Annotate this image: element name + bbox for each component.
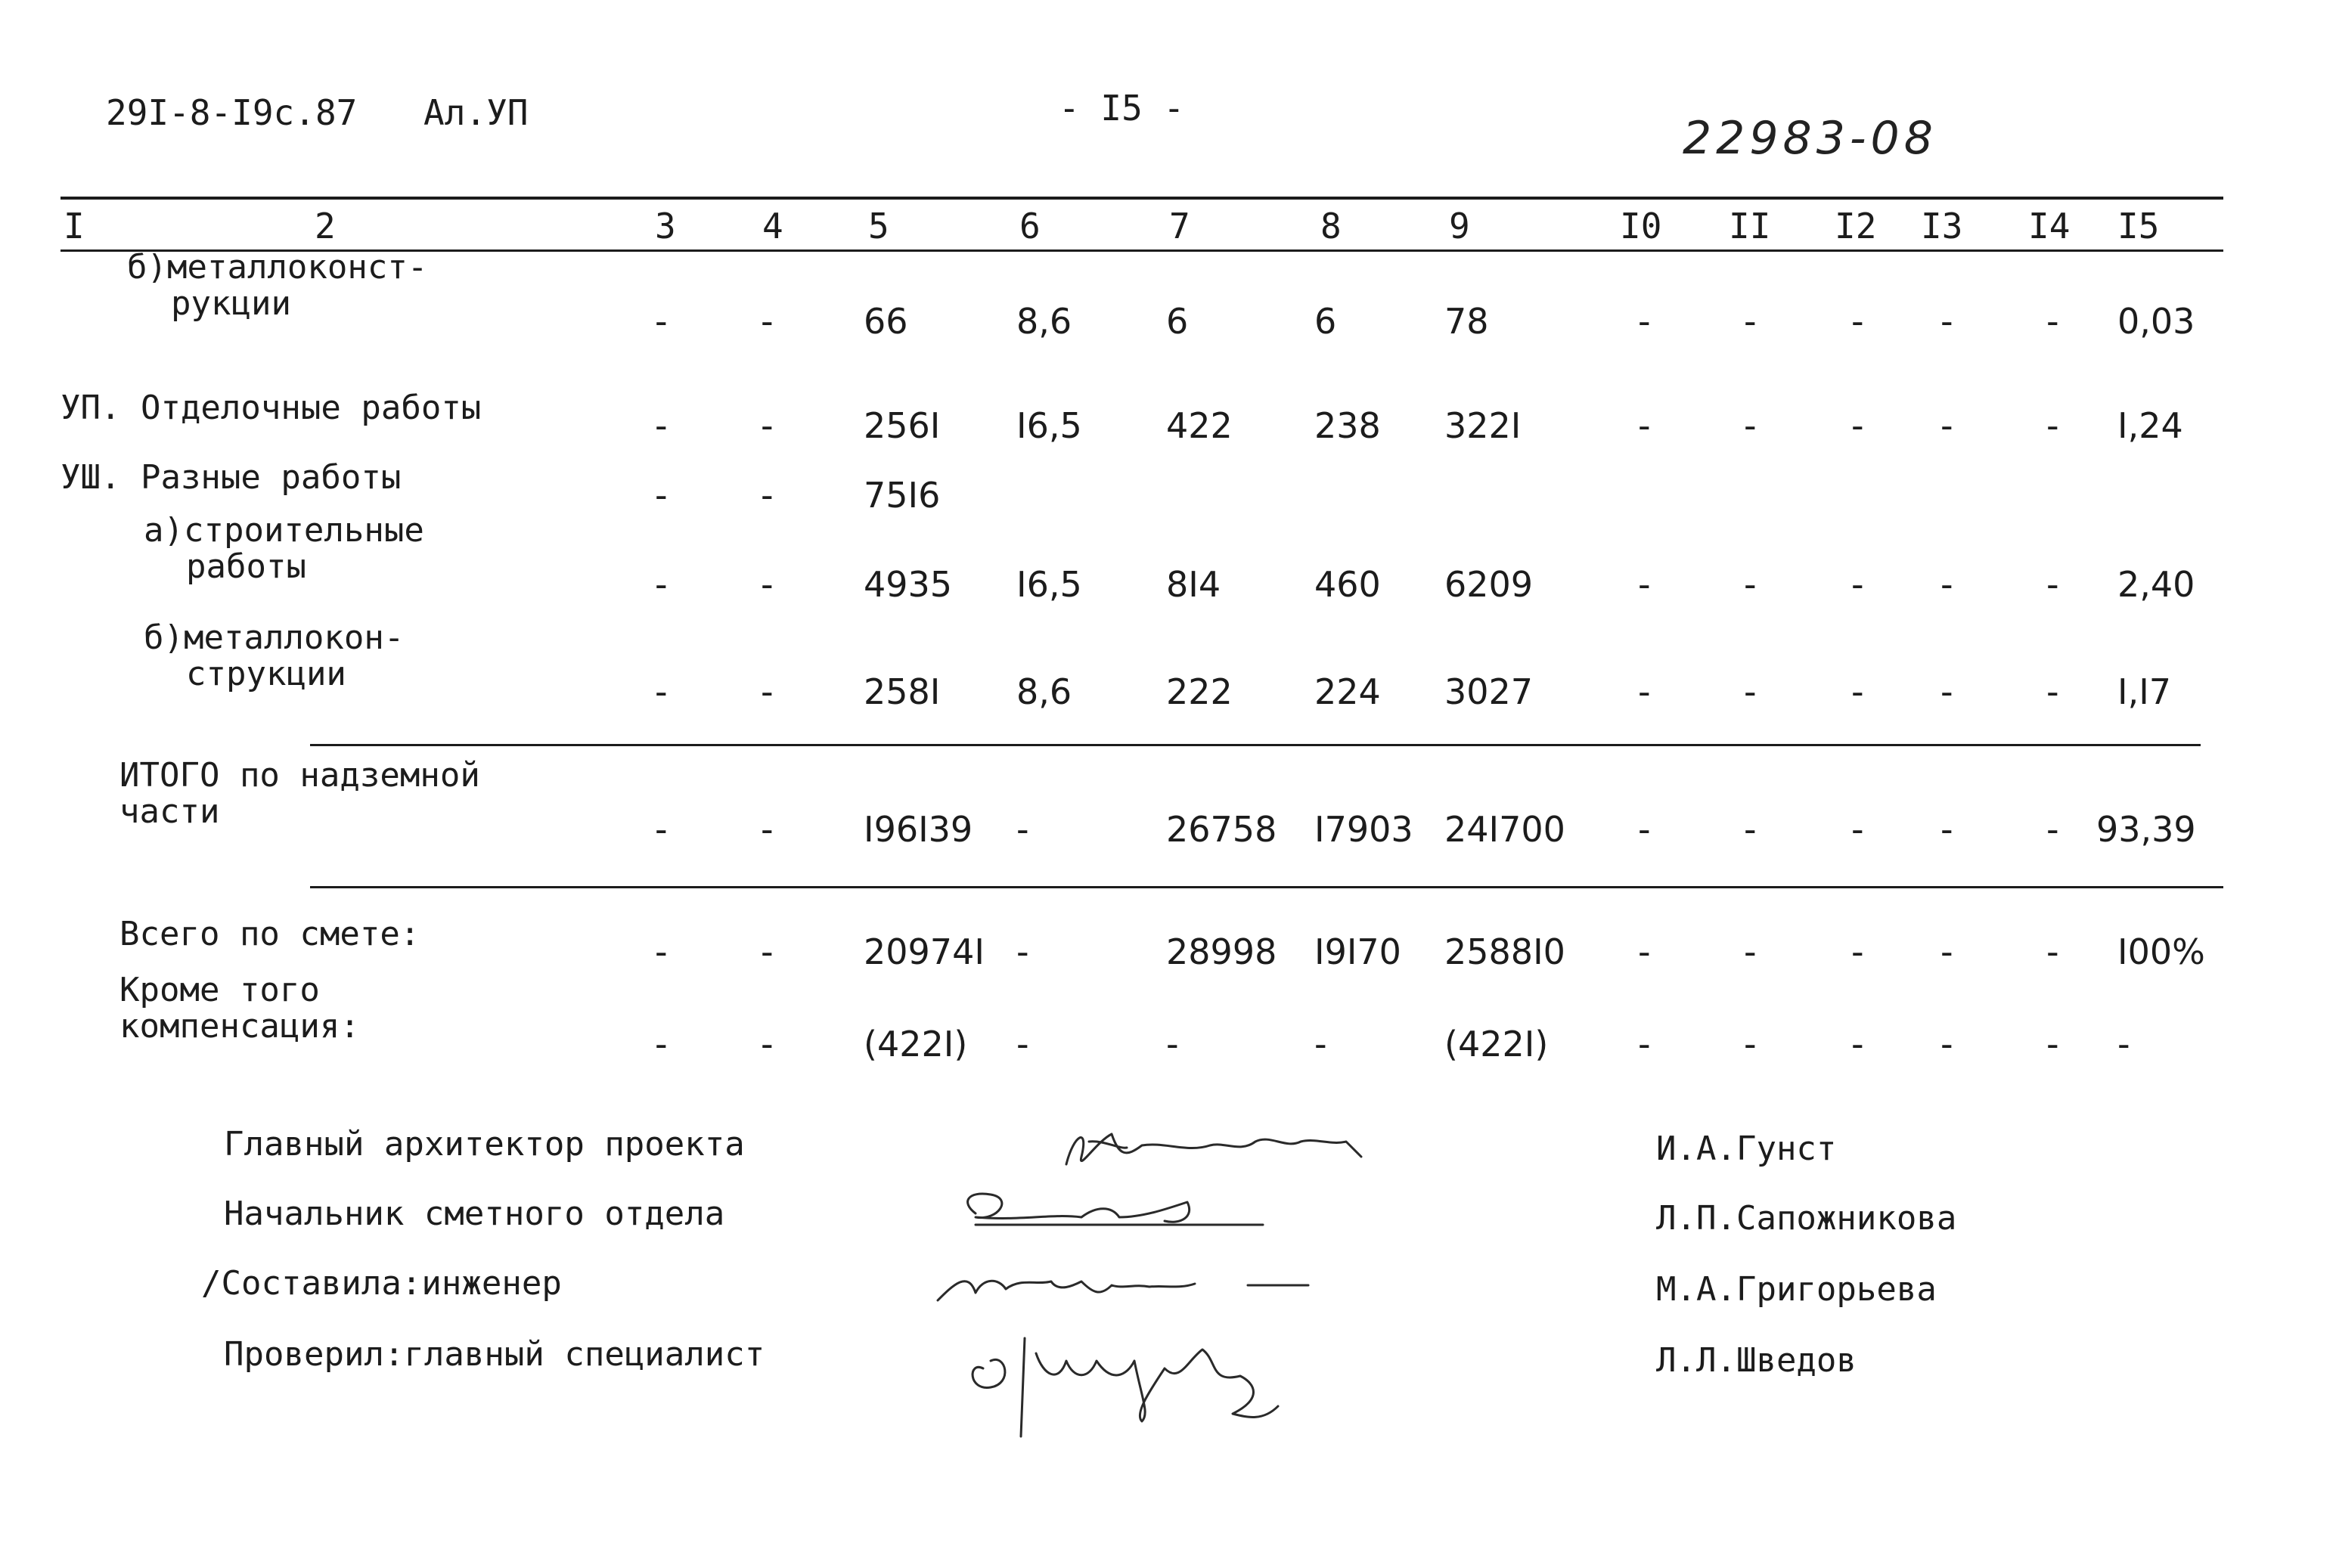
- signatory-name-estimate-head: Л.П.Сапожникова: [1656, 1199, 1957, 1238]
- table-cell: I00%: [2117, 931, 2205, 972]
- table-cell: -: [2046, 301, 2059, 342]
- table-cell: -: [1940, 1024, 1953, 1064]
- table-cell: -: [1638, 405, 1651, 446]
- table-cell: 66: [864, 301, 908, 342]
- row-label-above-ground-total-line-1: ИТОГО по надземной: [119, 756, 480, 795]
- document-code: 29I-8-I9c.87: [106, 92, 358, 133]
- table-cell: (422I): [1444, 1024, 1549, 1064]
- col-header-8: 8: [1320, 206, 1342, 246]
- subtotal-rule: [310, 744, 2201, 746]
- table-cell: 2588I0: [1444, 931, 1565, 972]
- table-cell: 460: [1314, 564, 1381, 605]
- table-cell: -: [1638, 564, 1651, 605]
- row-label-metal-structures-1-line-1: б)металлоконст-: [127, 248, 428, 287]
- table-cell: -: [655, 931, 668, 972]
- col-header-9: 9: [1449, 206, 1470, 246]
- table-cell: I7903: [1314, 809, 1413, 850]
- table-cell: -: [2046, 809, 2059, 850]
- table-cell: -: [655, 405, 668, 446]
- table-cell: 28998: [1166, 931, 1277, 972]
- row-label-metal-structures-1-line-2: рукции: [171, 284, 291, 323]
- col-header-15: I5: [2117, 206, 2160, 246]
- table-cell: -: [2046, 1024, 2059, 1064]
- table-cell: -: [761, 1024, 774, 1064]
- table-cell: -: [655, 301, 668, 342]
- table-cell: 20974I: [864, 931, 985, 972]
- row-label-compensation-line-1: Кроме того: [119, 971, 320, 1009]
- row-label-metal-structures-2-line-2: струкции: [186, 655, 346, 693]
- table-cell: -: [1851, 809, 1864, 850]
- table-cell: 256I: [864, 405, 941, 446]
- row-label-estimate-total: Всего по смете:: [119, 915, 420, 953]
- table-cell: -: [1638, 931, 1651, 972]
- table-cell: -: [1744, 301, 1757, 342]
- table-cell: -: [1314, 1024, 1327, 1064]
- col-header-14: I4: [2028, 206, 2071, 246]
- table-cell: -: [761, 405, 774, 446]
- row-label-various-works: УШ. Разные работы: [60, 458, 402, 497]
- table-cell: -: [1744, 809, 1757, 850]
- col-header-7: 7: [1169, 206, 1190, 246]
- table-cell: -: [1851, 564, 1864, 605]
- table-cell: I9I70: [1314, 931, 1401, 972]
- signature-title-chief-architect: Главный архитектор проекта: [224, 1125, 745, 1164]
- table-cell: -: [1744, 931, 1757, 972]
- signature-title-checker: Проверил:главный специалист: [224, 1335, 765, 1374]
- table-cell: (422I): [864, 1024, 968, 1064]
- row-label-above-ground-total-line-2: части: [119, 792, 220, 831]
- row-label-construction-works-line-1: а)строительные: [144, 511, 424, 550]
- table-cell: -: [1166, 1024, 1179, 1064]
- table-cell: -: [655, 1024, 668, 1064]
- table-cell: -: [761, 301, 774, 342]
- handwritten-signature-3: [930, 1255, 1323, 1315]
- table-cell: 6: [1314, 301, 1337, 342]
- table-cell: I96I39: [864, 809, 973, 850]
- table-cell: -: [655, 809, 668, 850]
- signature-title-compiler: /Составила:инженер: [201, 1264, 562, 1303]
- table-cell: 322I: [1444, 405, 1522, 446]
- col-header-5: 5: [868, 206, 889, 246]
- table-cell: 75I6: [864, 475, 941, 516]
- table-cell: -: [1016, 931, 1029, 972]
- table-cell: -: [1940, 564, 1953, 605]
- page-number: - I5 -: [1059, 88, 1185, 129]
- table-cell: -: [1851, 1024, 1864, 1064]
- table-cell: 224: [1314, 671, 1381, 712]
- col-header-4: 4: [762, 206, 783, 246]
- table-cell: -: [1744, 671, 1757, 712]
- table-cell: 0,03: [2117, 301, 2195, 342]
- table-cell: -: [761, 564, 774, 605]
- table-cell: 24I700: [1444, 809, 1565, 850]
- table-cell: 3027: [1444, 671, 1534, 712]
- table-cell: -: [1851, 301, 1864, 342]
- row-label-finishing-works: УП. Отделочные работы: [60, 389, 482, 427]
- table-cell: 93,39: [2096, 809, 2196, 850]
- table-cell: -: [761, 671, 774, 712]
- table-cell: -: [1744, 405, 1757, 446]
- table-cell: -: [1851, 931, 1864, 972]
- table-cell: -: [1016, 1024, 1029, 1064]
- table-cell: -: [1638, 1024, 1651, 1064]
- inventory-number: 22983-08: [1683, 112, 1937, 165]
- table-cell: -: [2046, 564, 2059, 605]
- table-cell: -: [1744, 1024, 1757, 1064]
- table-cell: -: [1940, 671, 1953, 712]
- row-label-construction-works-line-2: работы: [186, 547, 306, 586]
- table-cell: -: [761, 475, 774, 516]
- table-cell: -: [1940, 405, 1953, 446]
- table-cell: -: [1016, 809, 1029, 850]
- col-header-3: 3: [655, 206, 676, 246]
- table-cell: -: [2046, 405, 2059, 446]
- sheet-label: Ал.УП: [423, 92, 529, 133]
- table-cell: -: [1940, 931, 1953, 972]
- table-cell: 222: [1166, 671, 1233, 712]
- table-cell: I,24: [2117, 405, 2183, 446]
- table-cell: -: [1638, 671, 1651, 712]
- table-top-rule: [60, 197, 2223, 200]
- col-header-1: I: [64, 206, 85, 246]
- table-cell: -: [655, 475, 668, 516]
- table-cell: I6,5: [1016, 405, 1082, 446]
- table-cell: 8I4: [1166, 564, 1221, 605]
- table-cell: -: [2117, 1024, 2130, 1064]
- table-cell: 8,6: [1016, 301, 1072, 342]
- table-cell: I6,5: [1016, 564, 1082, 605]
- row-label-metal-structures-2-line-1: б)металлокон-: [144, 618, 405, 657]
- handwritten-signature-1: [1044, 1111, 1407, 1187]
- signatory-name-compiler: М.А.Григорьева: [1656, 1270, 1937, 1309]
- col-header-6: 6: [1019, 206, 1041, 246]
- table-cell: 8,6: [1016, 671, 1072, 712]
- signatory-name-checker: Л.Л.Шведов: [1656, 1341, 1857, 1380]
- table-cell: 6209: [1444, 564, 1534, 605]
- table-cell: -: [655, 564, 668, 605]
- table-cell: 2,40: [2117, 564, 2195, 605]
- handwritten-signature-2: [945, 1179, 1278, 1247]
- table-cell: 238: [1314, 405, 1381, 446]
- row-label-compensation-line-2: компенсация:: [119, 1007, 360, 1046]
- table-cell: -: [761, 809, 774, 850]
- table-cell: 6: [1166, 301, 1189, 342]
- table-cell: -: [1851, 671, 1864, 712]
- col-header-2: 2: [315, 206, 336, 246]
- table-cell: -: [1638, 809, 1651, 850]
- table-cell: -: [761, 931, 774, 972]
- handwritten-signature-4: [960, 1315, 1323, 1444]
- table-cell: 78: [1444, 301, 1489, 342]
- signatory-name-chief-architect: И.А.Гунст: [1656, 1130, 1837, 1168]
- table-cell: -: [1940, 809, 1953, 850]
- col-header-11: II: [1729, 206, 1771, 246]
- table-cell: -: [1638, 301, 1651, 342]
- table-cell: -: [1744, 564, 1757, 605]
- table-cell: -: [2046, 931, 2059, 972]
- table-cell: -: [2046, 671, 2059, 712]
- table-cell: -: [655, 671, 668, 712]
- table-cell: 26758: [1166, 809, 1277, 850]
- table-cell: 4935: [864, 564, 953, 605]
- table-cell: -: [1940, 301, 1953, 342]
- col-header-13: I3: [1921, 206, 1963, 246]
- table-cell: 258I: [864, 671, 941, 712]
- col-header-12: I2: [1835, 206, 1877, 246]
- total-rule: [310, 886, 2223, 888]
- table-cell: I,I7: [2117, 671, 2172, 712]
- col-header-10: I0: [1620, 206, 1662, 246]
- table-cell: 422: [1166, 405, 1233, 446]
- signature-title-estimate-head: Начальник сметного отдела: [224, 1195, 725, 1233]
- table-cell: -: [1851, 405, 1864, 446]
